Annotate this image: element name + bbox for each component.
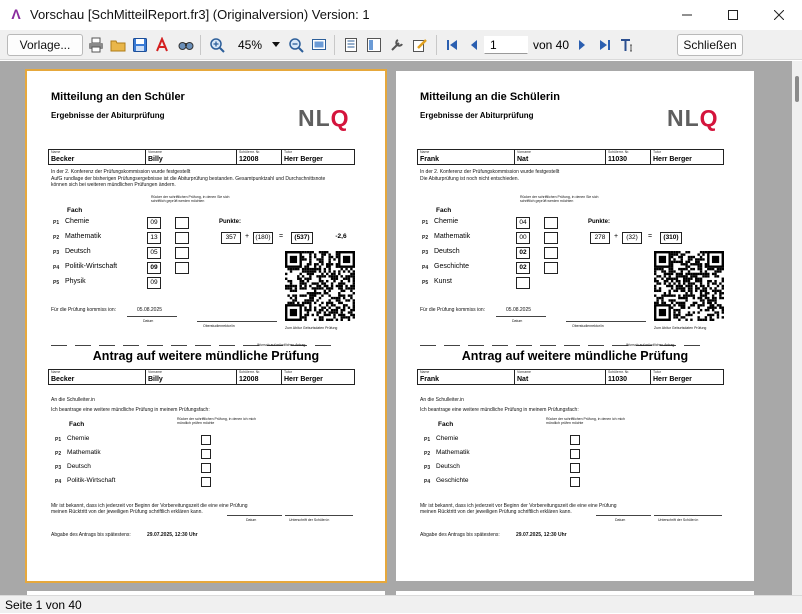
plus-sign: + — [245, 233, 250, 240]
checkbox-icon — [175, 232, 189, 244]
antrag-subject-code: P4 — [55, 479, 62, 485]
cell-value: Herr Berger — [284, 376, 323, 383]
nlq-logo — [298, 105, 350, 132]
save-icon[interactable] — [131, 36, 149, 54]
subject-name: Deutsch — [434, 248, 460, 255]
konferenz-text: In der 2. Konferenz der Prüfungskommission wurde festgestellt — [51, 169, 191, 175]
last-page-icon[interactable] — [596, 36, 614, 54]
antrag-subject-name: Deutsch — [67, 463, 91, 470]
antrag-fach-label: Fach — [438, 421, 454, 428]
abgabe-date: 29.07.2025, 12:30 Uhr — [147, 532, 198, 538]
dash-line — [195, 345, 211, 346]
name-cell — [49, 150, 146, 164]
rh2-label: Rücker der schriftlichen Prüfung, in denen ich mich mündlich prüfen möchte — [177, 417, 256, 425]
points-box: 09 — [147, 262, 161, 274]
abitur-label: Zum Abitur Geburtsdaten Prüfung — [285, 326, 338, 330]
antrag-subject-code: P2 — [424, 451, 431, 457]
signature-line — [197, 321, 277, 322]
vertical-scrollbar[interactable] — [792, 61, 802, 595]
subject-code: P4 — [422, 265, 429, 271]
cell-value: Frank — [420, 376, 440, 383]
checkbox-icon[interactable] — [201, 463, 211, 473]
cell-label: Tutor — [653, 370, 662, 374]
name-cell — [651, 370, 723, 384]
hinweis-text: Mir ist bekannt, dass ich jederzeit vor Beginn der Vorbereitungszeit die eine eine Prüfung meinen Rücktritt von der jeweiligen Prüfung schriftlich erklären kann. — [420, 503, 617, 515]
antrag-subject-code: P3 — [424, 465, 431, 471]
subject-name: Deutsch — [65, 248, 91, 255]
dash-line — [420, 345, 436, 346]
cell-value: 11030 — [608, 156, 628, 163]
name-cell — [237, 370, 282, 384]
equals-sign: = — [648, 233, 653, 240]
dash-line — [564, 345, 580, 346]
zoom-out-icon[interactable] — [287, 36, 305, 54]
punkte-label: Punkte: — [219, 219, 242, 225]
datum2-label: Datum — [615, 518, 626, 522]
zoom-select[interactable] — [233, 35, 283, 55]
cell-label: Tutor — [284, 370, 293, 374]
dash-line — [123, 345, 139, 346]
report-page[interactable] — [27, 71, 385, 581]
cell-value: 12008 — [239, 156, 259, 163]
signature-line — [227, 515, 282, 516]
checkbox-icon — [175, 217, 189, 229]
name-cell — [606, 150, 651, 164]
cell-value: Billy — [148, 376, 163, 383]
toolbar-separator — [334, 35, 335, 55]
logo-text: NL — [298, 105, 331, 131]
report-heading: Mitteilung an den Schüler — [51, 91, 185, 103]
checkbox-icon — [175, 247, 189, 259]
checkbox-icon[interactable] — [570, 435, 580, 445]
name-row — [417, 369, 724, 385]
cell-value: Nat — [517, 156, 529, 163]
kommission-label: Für die Prüfung kommiss ion: — [51, 307, 117, 313]
points-box: 02 — [516, 262, 530, 274]
name-row — [417, 149, 724, 165]
cell-value: 12008 — [239, 376, 259, 383]
cell-label: Name — [51, 370, 61, 374]
subject-code: P3 — [422, 250, 429, 256]
checkbox-icon[interactable] — [201, 435, 211, 445]
name-row — [48, 369, 355, 385]
logo-text-accent: Q — [330, 105, 350, 131]
name-cell — [237, 150, 282, 164]
page-total-label: von 40 — [533, 38, 570, 52]
fach-label: Fach — [436, 207, 452, 214]
next-page-icon[interactable] — [573, 36, 591, 54]
points-box: 05 — [147, 247, 161, 259]
checkbox-icon — [544, 262, 558, 274]
checkbox-icon — [544, 232, 558, 244]
subject-code: P3 — [53, 250, 60, 256]
cell-value: Herr Berger — [284, 156, 323, 163]
page-number-input[interactable]: 1 — [484, 36, 528, 54]
sum1-box: 278 — [590, 232, 610, 244]
name-cell — [418, 370, 515, 384]
subject-name: Chemie — [65, 218, 90, 225]
checkbox-icon — [544, 217, 558, 229]
dash-line — [147, 345, 163, 346]
rh2-label: Rücker der schriftlichen Prüfung, in denen ich mich mündlich prüfen möchte — [546, 417, 625, 425]
points-box: 09 — [147, 217, 161, 229]
logo-text: NL — [667, 105, 700, 131]
subject-name: Politik-Wirtschaft — [65, 263, 118, 270]
cell-label: Schülernr. Nr. — [239, 370, 261, 374]
punkte-label: Punkte: — [588, 219, 611, 225]
qr-code-icon — [654, 251, 724, 321]
unterschrift-label: Oberstudienrektor/in — [203, 324, 235, 328]
antrag-heading: Antrag auf weitere mündliche Prüfung — [461, 349, 689, 363]
page-settings-icon[interactable] — [388, 36, 406, 54]
dash-line — [444, 345, 460, 346]
rh-label: Rücker der schriftlichen Prüfung, in denen Sie sich schriftlich geprüft werden möchten — [151, 195, 230, 203]
cell-label: Vorname — [517, 150, 532, 154]
dash-line — [540, 345, 556, 346]
antrag-subject-name: Chemie — [67, 435, 90, 442]
beantrage-text: Ich beantrage eine weitere mündliche Prüfung in meinem Prüfungsfach: — [420, 407, 579, 413]
cell-label: Name — [51, 150, 61, 154]
name-cell — [146, 150, 237, 164]
an-label: An die Schulleiter.in — [51, 397, 95, 403]
beantrage-text: Ich beantrage eine weitere mündliche Prüfung in meinem Prüfungsfach: — [51, 407, 210, 413]
checkbox-icon — [544, 247, 558, 259]
sum2-box: (32) — [622, 232, 642, 244]
print-icon[interactable] — [87, 36, 105, 54]
dash-line — [171, 345, 187, 346]
window-title: Vorschau [SchMitteilReport.fr3] (Originalversion) Version: 1 — [30, 7, 370, 22]
signature-line — [596, 515, 651, 516]
antrag-subject-name: Politik-Wirtschaft — [67, 477, 116, 484]
signature-line — [285, 515, 353, 516]
first-page-icon[interactable] — [443, 36, 461, 54]
abgabe-date: 29.07.2025, 12:30 Uhr — [516, 532, 567, 538]
cell-value: Becker — [51, 376, 75, 383]
subject-code: P5 — [53, 280, 60, 286]
points-box — [516, 277, 530, 289]
vorlage-button[interactable]: Vorlage... — [7, 34, 83, 56]
name-cell — [515, 370, 606, 384]
name-cell — [282, 150, 354, 164]
unterschrift-label: Oberstudienrektor/in — [572, 324, 604, 328]
signature-line — [654, 515, 722, 516]
abgabe-label: Abgabe des Antrags bis spätestens: — [420, 532, 500, 538]
report-heading: Mitteilung an die Schülerin — [420, 91, 560, 103]
cell-label: Tutor — [653, 150, 662, 154]
points-box: 02 — [516, 247, 530, 259]
scrollbar-thumb[interactable] — [795, 76, 799, 102]
cell-label: Name — [420, 150, 430, 154]
note-value: -2,6 — [335, 233, 347, 240]
nlq-logo — [667, 105, 719, 132]
antrag-subject-name: Deutsch — [436, 463, 460, 470]
preview-area[interactable] — [0, 61, 792, 595]
equals-sign: = — [279, 233, 284, 240]
name-cell — [515, 150, 606, 164]
antrag-fach-label: Fach — [69, 421, 85, 428]
cell-value: Becker — [51, 156, 75, 163]
antrag-heading: Antrag auf weitere mündliche Prüfung — [92, 349, 320, 363]
wunsch-label: Wunsch auf mündlichen Antrag — [626, 343, 675, 347]
antrag-subject-name: Chemie — [436, 435, 459, 442]
close-window-button[interactable] — [756, 0, 802, 30]
cell-label: Vorname — [517, 370, 532, 374]
title-bar — [0, 0, 802, 30]
datum-label: Datum — [143, 319, 154, 323]
subject-code: P4 — [53, 265, 60, 271]
subject-name: Physik — [65, 278, 86, 285]
abgabe-label: Abgabe des Antrags bis spätestens: — [51, 532, 131, 538]
dash-line — [51, 345, 67, 346]
pdf-export-icon[interactable] — [153, 36, 171, 54]
cell-value: Herr Berger — [653, 376, 692, 383]
points-box: 04 — [516, 217, 530, 229]
cell-value: Billy — [148, 156, 163, 163]
rh-label: Rücker der schriftlichen Prüfung, in denen Sie sich schriftlich geprüft werden möchten — [520, 195, 599, 203]
kommission-date: 05.08.2025 — [506, 307, 532, 313]
checkbox-icon[interactable] — [201, 477, 211, 487]
cell-value: Herr Berger — [653, 156, 692, 163]
checkbox-icon[interactable] — [570, 449, 580, 459]
open-folder-icon[interactable] — [109, 36, 127, 54]
abitur-label: Zum Abitur Geburtsdaten Prüfung — [654, 326, 707, 330]
dash-line — [75, 345, 91, 346]
dash-line — [516, 345, 532, 346]
cell-label: Vorname — [148, 370, 163, 374]
points-box: 09 — [147, 277, 161, 289]
antrag-subject-name: Mathematik — [67, 449, 101, 456]
antrag-subject-name: Mathematik — [436, 449, 470, 456]
antrag-subject-code: P1 — [55, 437, 62, 443]
outline-icon[interactable] — [342, 36, 360, 54]
subject-name: Mathematik — [434, 233, 471, 240]
checkbox-icon[interactable] — [201, 449, 211, 459]
subject-code: P5 — [422, 280, 429, 286]
subject-code: P1 — [53, 220, 60, 226]
antrag-subject-code: P2 — [55, 451, 62, 457]
name-cell — [49, 370, 146, 384]
cell-label: Tutor — [284, 150, 293, 154]
name-cell — [146, 370, 237, 384]
subject-code: P2 — [53, 235, 60, 241]
name-row — [48, 149, 355, 165]
datum2-label: Datum — [246, 518, 257, 522]
wunsch-label: Wunsch auf mündlichen Antrag — [257, 343, 306, 347]
toolbar-separator — [200, 35, 201, 55]
antrag-subject-name: Geschichte — [436, 477, 469, 484]
logo-text-accent: Q — [699, 105, 719, 131]
maximize-button[interactable] — [710, 0, 756, 30]
zoom-value: 45% — [238, 38, 263, 52]
subject-code: P2 — [422, 235, 429, 241]
dash-line — [492, 345, 508, 346]
cell-value: Frank — [420, 156, 440, 163]
unterschrift2-label: Unterschrift der Schüler.in — [658, 518, 699, 522]
app-icon: Ʌ — [11, 6, 21, 22]
minimize-button[interactable] — [664, 0, 710, 30]
signature-line — [127, 316, 177, 317]
find-icon[interactable] — [177, 36, 195, 54]
edit-icon[interactable] — [411, 36, 429, 54]
subject-name: Mathematik — [65, 233, 102, 240]
cell-label: Schülernr. Nr. — [608, 370, 630, 374]
hinweis-text: Mir ist bekannt, dass ich jederzeit vor Beginn der Vorbereitungszeit die eine eine Prüfung meinen Rücktritt von der jeweiligen Prüfung schriftlich erklären kann. — [51, 503, 248, 515]
result-text: Die Abiturprüfung ist noch nicht entschieden. — [420, 176, 519, 182]
close-button[interactable]: Schließen — [677, 34, 743, 56]
chevron-down-icon — [272, 42, 280, 47]
dash-line — [99, 345, 115, 346]
dash-line — [588, 345, 604, 346]
status-bar: Seite 1 von 40 — [0, 595, 802, 613]
points-box: 13 — [147, 232, 161, 244]
total-box: (310) — [660, 232, 682, 244]
name-cell — [282, 370, 354, 384]
datum-label: Datum — [512, 319, 523, 323]
dash-line — [219, 345, 235, 346]
report-subtitle: Ergebnisse der Abiturprüfung — [420, 111, 534, 120]
result-text: AufG rundlage der bisherigen Prüfungsergebnisse ist die Abiturprüfung bestanden. Gesamtpunktzahl und Durchschnittsnote können sich bei weiteren mündlichen Prüfungen ändern. — [51, 176, 326, 188]
signature-line — [566, 321, 646, 322]
report-page[interactable] — [396, 71, 754, 581]
cell-label: Schülernr. Nr. — [239, 150, 261, 154]
an-label: An die Schulleiter.in — [420, 397, 464, 403]
antrag-subject-code: P1 — [424, 437, 431, 443]
subject-name: Geschichte — [434, 263, 470, 270]
plus-sign: + — [614, 233, 619, 240]
konferenz-text: In der 2. Konferenz der Prüfungskommission wurde festgestellt — [420, 169, 560, 175]
dash-line — [315, 345, 331, 346]
zoom-in-icon[interactable] — [208, 36, 226, 54]
cell-label: Schülernr. Nr. — [608, 150, 630, 154]
cell-value: 11030 — [608, 376, 628, 383]
dash-line — [468, 345, 484, 346]
unterschrift2-label: Unterschrift der Schüler.in — [289, 518, 330, 522]
toolbar-separator — [436, 35, 437, 55]
total-box: (537) — [291, 232, 313, 244]
checkbox-icon[interactable] — [570, 463, 580, 473]
sum2-box: (180) — [253, 232, 273, 244]
points-box: 00 — [516, 232, 530, 244]
kommission-label: Für die Prüfung kommiss ion: — [420, 307, 486, 313]
signature-line — [496, 316, 546, 317]
qr-code-icon — [285, 251, 355, 321]
subject-name: Kunst — [434, 278, 452, 285]
cell-label: Vorname — [148, 150, 163, 154]
checkbox-icon — [175, 262, 189, 274]
subject-name: Chemie — [434, 218, 459, 225]
cell-label: Name — [420, 370, 430, 374]
name-cell — [606, 370, 651, 384]
checkbox-icon[interactable] — [570, 477, 580, 487]
dash-line — [684, 345, 700, 346]
fullscreen-icon[interactable] — [310, 36, 328, 54]
thumbnails-icon[interactable] — [365, 36, 383, 54]
name-cell — [418, 150, 515, 164]
cell-value: Nat — [517, 376, 529, 383]
note-value — [700, 232, 720, 244]
name-cell — [651, 150, 723, 164]
previous-page-icon[interactable] — [465, 36, 483, 54]
fach-label: Fach — [67, 207, 83, 214]
text-tool-icon[interactable] — [618, 36, 636, 54]
subject-code: P1 — [422, 220, 429, 226]
sum1-box: 357 — [221, 232, 241, 244]
antrag-subject-code: P4 — [424, 479, 431, 485]
report-subtitle: Ergebnisse der Abiturprüfung — [51, 111, 165, 120]
antrag-subject-code: P3 — [55, 465, 62, 471]
kommission-date: 05.08.2025 — [137, 307, 163, 313]
